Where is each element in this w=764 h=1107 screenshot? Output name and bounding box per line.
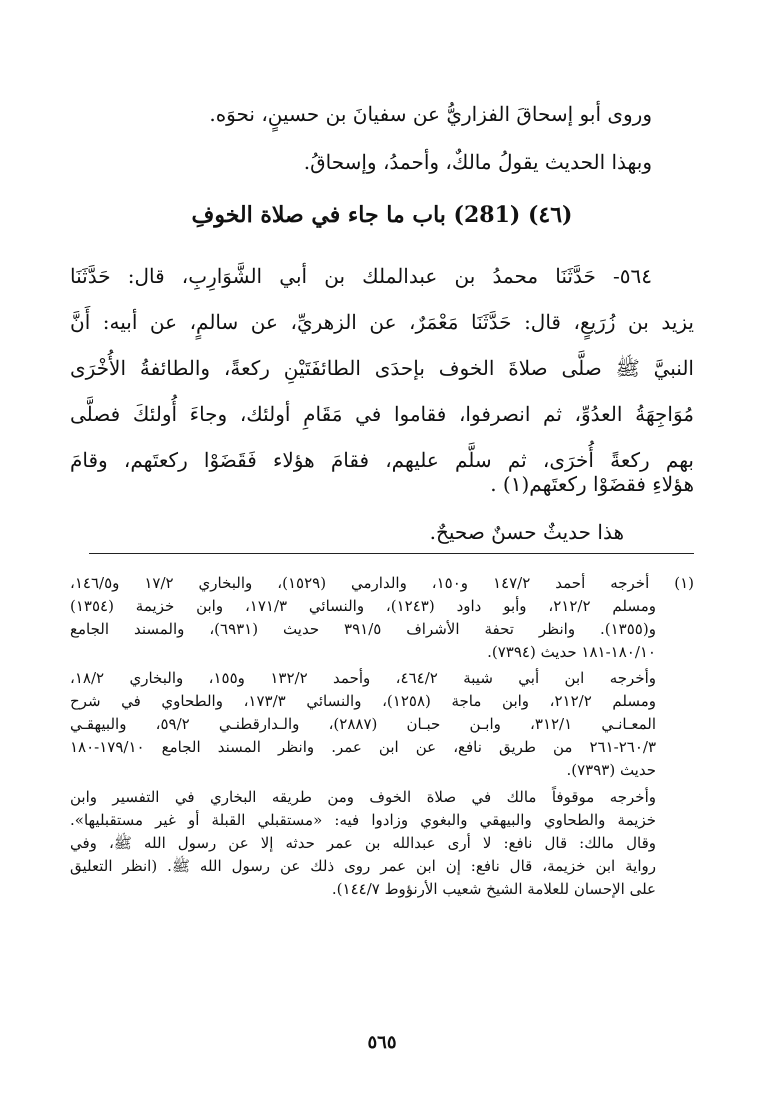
footnote-line-8: ٢٦٠/٣-٢٦١ من طريق نافع، عن ابن عمر. وانظر المسند الجامع ١٧٩/١٠-١٨٠ bbox=[70, 738, 656, 756]
footnote-line-4: ١٨٠/١٠-١٨١ حديث (٧٣٩٤). bbox=[487, 643, 656, 661]
footnote-line-10: وأخرجه موقوفاً مالك في صلاة الخوف ومن طريقه البخاري في التفسير وابن bbox=[70, 788, 656, 806]
chapter-heading: (٤٦) (281) باب ما جاء في صلاة الخوفِ bbox=[191, 202, 573, 228]
hadith-verdict: هذا حديثٌ حسنٌ صحيحٌ. bbox=[429, 520, 624, 544]
footnote-line-7: المعـانـي ٣١٢/١، وابـن حبـان (٢٨٨٧)، والـدارقطنـي ٥٩/٢، والبيهقـي bbox=[70, 715, 657, 733]
footnote-line-3: و(١٣٥٥). وانظر تحفة الأشراف ٣٩١/٥ حديث (٦٩٣١)، والمسند الجامع bbox=[70, 620, 656, 638]
footnote-line-6: ومسلم ٢١٢/٢، وابن ماجة (١٢٥٨)، والنسائي ١٧٣/٣، والطحاوي في شرح bbox=[70, 692, 656, 710]
footnote-line-13: رواية ابن خزيمة، قال نافع: إن ابن عمر روى ذلك عن رسول الله ﷺ. (انظر التعليق bbox=[70, 857, 656, 875]
footnote-line-9: حديث (٧٣٩٣). bbox=[566, 761, 656, 779]
body-paragraph-1: وروى أبو إسحاقَ الفزاريُّ عن سفيانَ بن حسينٍ، نحوَه. bbox=[209, 102, 652, 126]
page-number: ٥٦٥ bbox=[367, 1032, 397, 1053]
hadith-line-6: هؤلاءِ فقضَوْا ركعتَهم(١) . bbox=[490, 472, 694, 496]
footnote-separator bbox=[89, 553, 694, 554]
footnote-line-12: وقال مالك: قال نافع: لا أرى عبدالله بن عمر حدثه إلا عن رسول الله ﷺ، وفي bbox=[70, 834, 656, 852]
footnote-line-1: (١) أخرجه أحمد ١٤٧/٢ و١٥٠، والدارمي (١٥٢٩)، والبخاري ١٧/٢ و١٤٦/٥، bbox=[70, 574, 694, 592]
hadith-line-2: يزيد بن زُرَيعٍ، قال: حَدَّثَنَا مَعْمَرٌ، عن الزهريِّ، عن سالمٍ، عن أبيه: أَنَّ bbox=[70, 310, 694, 334]
body-paragraph-2: وبهذا الحديث يقولُ مالكٌ، وأحمدُ، وإسحاقُ. bbox=[303, 150, 652, 174]
hadith-line-3: النبيَّ ﷺ صلَّى صلاةَ الخوف بإحدَى الطائفَتَيْنِ ركعةً، والطائفةُ الأُخْرَى bbox=[70, 356, 694, 380]
footnote-line-11: خزيمة والطحاوي والبيهقي والبغوي وزادوا فيه: «مستقبلي القبلة أو غير مستقبليها». bbox=[70, 811, 656, 829]
hadith-line-4: مُوَاجِهَةُ العدُوِّ، ثم انصرفوا، فقاموا في مَقَامِ أولئك، وجاءَ أُولئكَ فصلَّى bbox=[70, 402, 694, 426]
footnote-line-2: ومسلم ٢١٢/٢، وأبو داود (١٢٤٣)، والنسائي ١٧١/٣، وابن خزيمة (١٣٥٤) bbox=[70, 597, 656, 615]
hadith-line-1: ٥٦٤- حَدَّثَنَا محمدُ بن عبدالملك بن أبي الشَّوَارِبِ، قال: حَدَّثَنَا bbox=[70, 264, 652, 288]
footnote-line-14: على الإحسان للعلامة الشيخ شعيب الأرنؤوط ١٤٤/٧). bbox=[331, 880, 656, 898]
footnote-line-5: وأخرجه ابن أبي شيبة ٤٦٤/٢، وأحمد ١٣٢/٢ و١٥٥، والبخاري ١٨/٢، bbox=[70, 669, 657, 687]
hadith-line-5: بهم ركعةً أُخرَى، ثم سلَّم عليهم، فقامَ هؤلاء فَقَضَوْا ركعتَهم، وقامَ bbox=[70, 448, 694, 472]
